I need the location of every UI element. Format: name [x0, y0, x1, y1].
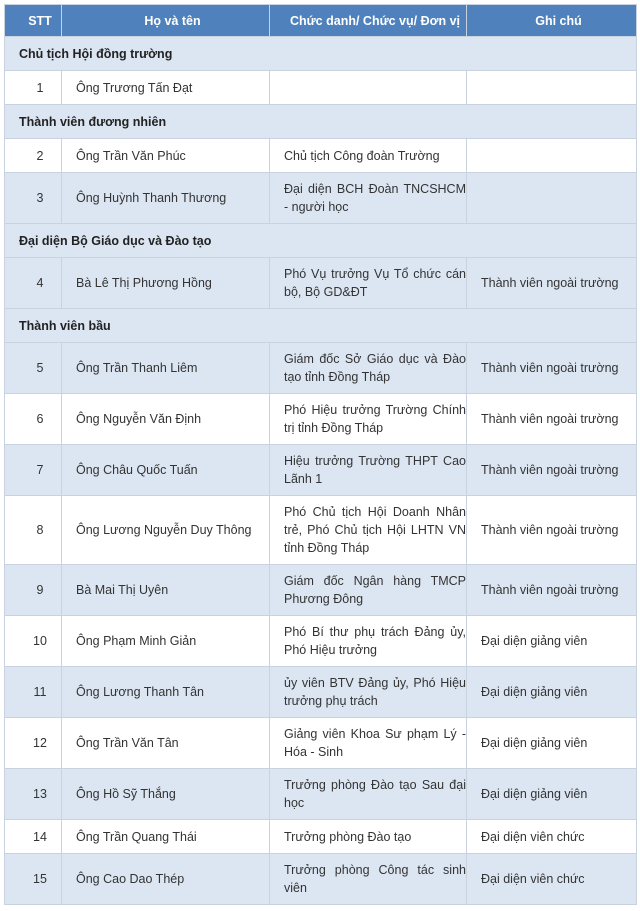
cell-note [467, 173, 637, 224]
section-title: Đại diện Bộ Giáo dục và Đào tạo [5, 224, 637, 258]
cell-name: Bà Mai Thị Uyên [62, 565, 270, 616]
cell-role: Hiệu trưởng Trường THPT Cao Lãnh 1 [270, 445, 467, 496]
table-row [5, 258, 637, 309]
table-body [5, 37, 637, 905]
table-row [5, 616, 637, 667]
cell-note: Thành viên ngoài trường [467, 496, 637, 565]
cell-name: Ông Huỳnh Thanh Thương [62, 173, 270, 224]
cell-note: Đại diện giảng viên [467, 616, 637, 667]
table-row [5, 718, 637, 769]
section-title: Thành viên bầu [5, 309, 637, 343]
section-row [5, 37, 637, 71]
table-header [5, 5, 637, 37]
header-role: Chức danh/ Chức vụ/ Đơn vị [270, 5, 467, 37]
cell-role: Phó Vụ trưởng Vụ Tổ chức cán bộ, Bộ GD&ĐT [270, 258, 467, 309]
cell-note: Đại diện viên chức [467, 820, 637, 854]
table-row [5, 565, 637, 616]
section-row [5, 105, 637, 139]
cell-role: Trưởng phòng Đào tạo Sau đại học [270, 769, 467, 820]
cell-note: Thành viên ngoài trường [467, 343, 637, 394]
cell-stt: 9 [5, 565, 62, 616]
cell-note: Thành viên ngoài trường [467, 394, 637, 445]
cell-role: Phó Hiệu trưởng Trường Chính trị tỉnh Đồng Tháp [270, 394, 467, 445]
cell-stt: 2 [5, 139, 62, 173]
cell-role [270, 71, 467, 105]
section-title: Thành viên đương nhiên [5, 105, 637, 139]
cell-name: Ông Trần Quang Thái [62, 820, 270, 854]
cell-note: Đại diện giảng viên [467, 667, 637, 718]
cell-name: Ông Trần Văn Tân [62, 718, 270, 769]
cell-stt: 10 [5, 616, 62, 667]
cell-stt: 11 [5, 667, 62, 718]
table-row [5, 769, 637, 820]
header-stt: STT [5, 5, 62, 37]
table-row [5, 854, 637, 905]
table-row [5, 496, 637, 565]
cell-role: Giảng viên Khoa Sư phạm Lý - Hóa - Sinh [270, 718, 467, 769]
members-table [4, 4, 637, 905]
header-note: Ghi chú [467, 5, 637, 37]
cell-stt: 5 [5, 343, 62, 394]
cell-name: Ông Phạm Minh Giản [62, 616, 270, 667]
cell-stt: 14 [5, 820, 62, 854]
cell-role: ủy viên BTV Đảng ủy, Phó Hiệu trưởng phụ trách [270, 667, 467, 718]
cell-stt: 13 [5, 769, 62, 820]
cell-note: Đại diện giảng viên [467, 718, 637, 769]
cell-name: Bà Lê Thị Phương Hồng [62, 258, 270, 309]
cell-stt: 6 [5, 394, 62, 445]
cell-stt: 1 [5, 71, 62, 105]
cell-stt: 4 [5, 258, 62, 309]
cell-note: Đại diện viên chức [467, 854, 637, 905]
cell-role: Phó Chủ tịch Hội Doanh Nhân trẻ, Phó Chủ tịch Hội LHTN VN tỉnh Đồng Tháp [270, 496, 467, 565]
cell-name: Ông Lương Nguyễn Duy Thông [62, 496, 270, 565]
cell-name: Ông Lương Thanh Tân [62, 667, 270, 718]
table-row [5, 71, 637, 105]
cell-role: Trưởng phòng Công tác sinh viên [270, 854, 467, 905]
cell-note: Đại diện giảng viên [467, 769, 637, 820]
cell-name: Ông Châu Quốc Tuấn [62, 445, 270, 496]
cell-role: Giám đốc Sở Giáo dục và Đào tạo tỉnh Đồng Tháp [270, 343, 467, 394]
cell-stt: 7 [5, 445, 62, 496]
cell-name: Ông Cao Dao Thép [62, 854, 270, 905]
table-row [5, 667, 637, 718]
header-row [5, 5, 637, 37]
cell-stt: 8 [5, 496, 62, 565]
section-title: Chủ tịch Hội đồng trường [5, 37, 637, 71]
cell-name: Ông Trần Văn Phúc [62, 139, 270, 173]
cell-note [467, 71, 637, 105]
cell-note: Thành viên ngoài trường [467, 258, 637, 309]
table-row [5, 343, 637, 394]
section-row [5, 309, 637, 343]
cell-role: Phó Bí thư phụ trách Đảng ủy, Phó Hiệu trưởng [270, 616, 467, 667]
cell-role: Đại diện BCH Đoàn TNCSHCM - người học [270, 173, 467, 224]
table-row [5, 445, 637, 496]
table-row [5, 139, 637, 173]
table-row [5, 394, 637, 445]
cell-name: Ông Trương Tấn Đạt [62, 71, 270, 105]
section-row [5, 224, 637, 258]
table-row [5, 820, 637, 854]
cell-name: Ông Hồ Sỹ Thắng [62, 769, 270, 820]
cell-note: Thành viên ngoài trường [467, 445, 637, 496]
cell-note: Thành viên ngoài trường [467, 565, 637, 616]
cell-stt: 15 [5, 854, 62, 905]
cell-stt: 12 [5, 718, 62, 769]
cell-name: Ông Trần Thanh Liêm [62, 343, 270, 394]
table-row [5, 173, 637, 224]
cell-role: Trưởng phòng Đào tạo [270, 820, 467, 854]
cell-note [467, 139, 637, 173]
cell-name: Ông Nguyễn Văn Định [62, 394, 270, 445]
cell-role: Chủ tịch Công đoàn Trường [270, 139, 467, 173]
cell-role: Giám đốc Ngân hàng TMCP Phương Đông [270, 565, 467, 616]
header-name: Họ và tên [62, 5, 270, 37]
cell-stt: 3 [5, 173, 62, 224]
